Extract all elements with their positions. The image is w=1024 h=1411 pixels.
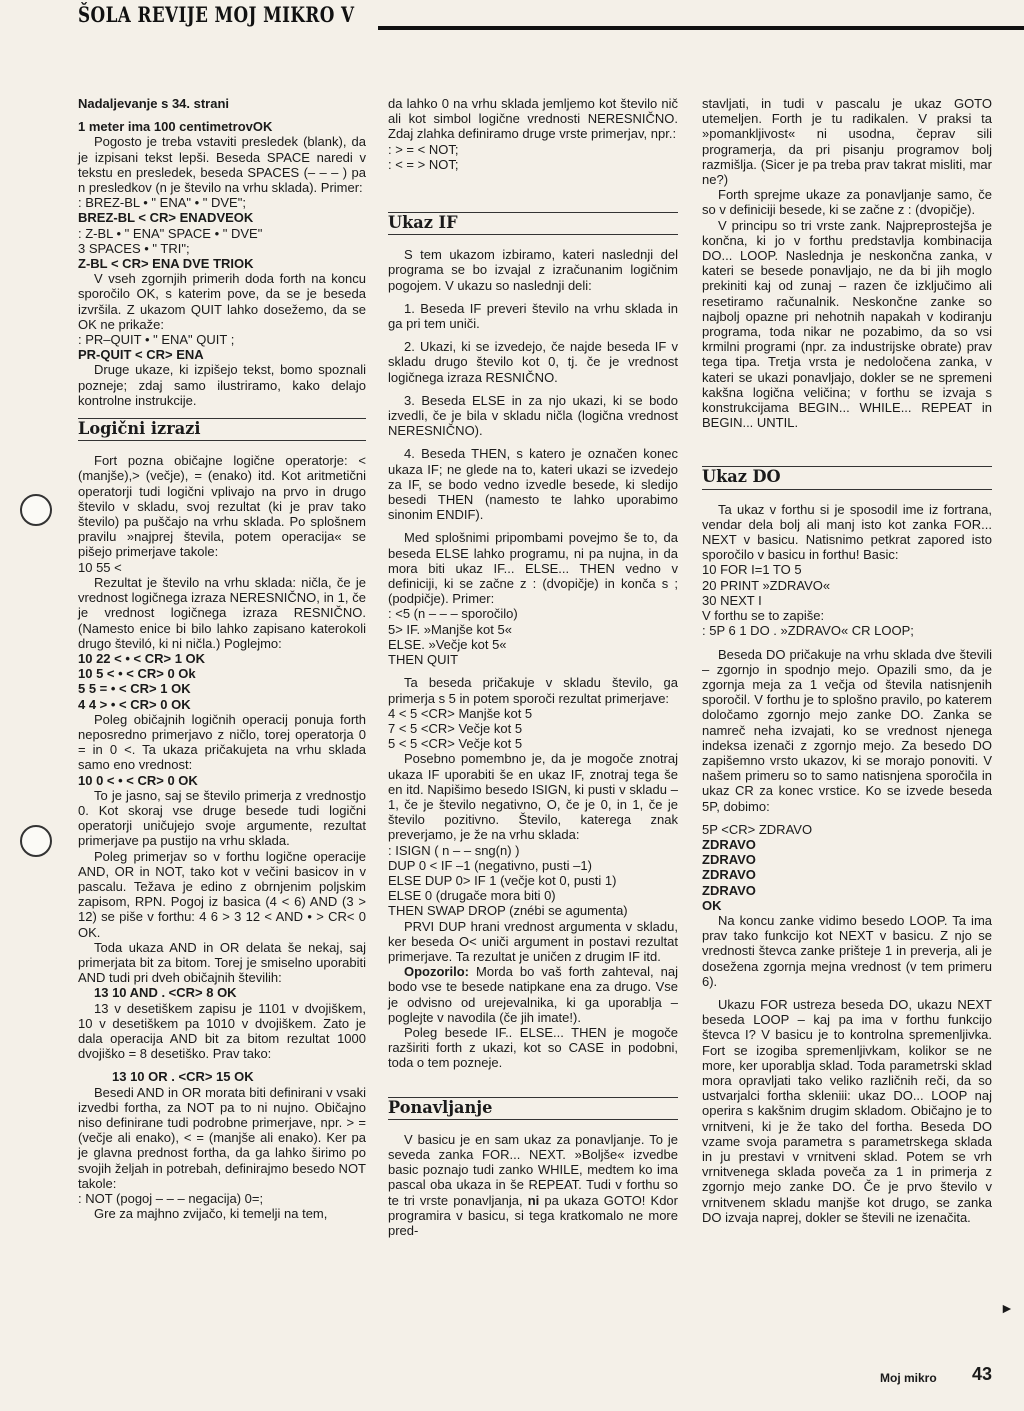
- code-line: 13 10 AND . <CR> 8 OK: [94, 985, 237, 1001]
- paragraph: 4. Beseda THEN, s katero je označen konec ukaza IF; ne glede na to, kateri ukazi se izvedejo za IF, se bodo vedno izvedle besede, ki sledijo besedi THEN (namesto te lahko uporabimo sinonim ENDIF).: [388, 446, 678, 523]
- paragraph: Na koncu zanke vidimo besedo LOOP. Ta ima prav tako funkcijo kot NEXT v basicu. Z njo se vrednosti števca zanke prišteje 1 in preverja, ali je dosežena zgornja mejna vrednost (v tem primeru 6).: [702, 912, 992, 989]
- code-line: 10 55 <: [78, 559, 122, 575]
- code-line: ZDRAVO: [702, 882, 756, 898]
- continuation-note: Nadaljevanje s 34. strani: [78, 96, 230, 111]
- column-3: [702, 96, 992, 1225]
- paragraph: Ta beseda pričakuje v skladu število, ga primerja s 5 in potem sporoči rezultat primerjave:: [388, 675, 678, 706]
- section-heading-text: Ukaz IF: [388, 213, 458, 234]
- code-line: : PR–QUIT • " ENA" QUIT ;: [78, 332, 235, 348]
- paragraph: Pogosto je treba vstaviti presledek (blank), da je izpisani tekst lepši. Beseda SPACE naredi v tekstu en presledek, beseda SPACES (– – – ) pa n presledkov (n je število na vrhu sklada). Primer:: [78, 134, 366, 196]
- paragraph: stavljati, in tudi v pascalu je ukaz GOTO utemeljen. Forth je tu radikalen. V praksi ta »pomankljivost« ni usodna, čeprav sili programerja, da pri pisanju programov bolj razmišlja. (Sicer je pa treba prav takrat misliti, mar ne?): [702, 96, 992, 188]
- binder-hole: [20, 825, 52, 857]
- code-line: ELSE. »Večje kot 5«: [388, 636, 507, 652]
- continue-arrow-icon: ►: [1000, 1300, 1014, 1316]
- paragraph: Forth sprejme ukaze za ponavljanje samo, če so v definiciji besede, ki se začne z : (dvopičje).: [702, 187, 992, 218]
- paragraph: 2. Ukazi, ki se izvedejo, če najde beseda IF v skladu drugo število kot 0, tj. če je vrednost logičnega izraza RESNIČNO.: [388, 339, 678, 385]
- paragraph: Rezultat je število na vrhu sklada: ničla, če je vrednost logičnega izraza NERESNIČNO, in 1, če je vrednost logičnega izraza RESNIČNO. (Namesto enice bi bilo lahko zapisano katerokoli drugo številó, ki ni ničla.) Poglejmo:: [78, 574, 366, 651]
- paragraph: 1. Beseda IF preveri število na vrhu sklada in ga pri tem uniči.: [388, 300, 678, 332]
- code-line: ZDRAVO: [702, 852, 756, 868]
- code-line: 5 < 5 <CR> Večje kot 5: [388, 736, 523, 752]
- page-number: 43: [972, 1364, 993, 1384]
- code-line: : > = < NOT;: [388, 141, 459, 157]
- column-2: [388, 96, 678, 1238]
- section-heading: [388, 212, 678, 235]
- paragraph: V vseh zgornjih primerih doda forth na koncu sporočilo OK, s katerim pove, da se je beseda izvršila. Z ukazom QUIT lahko dosežemo, da se OK ne prikaže:: [78, 271, 366, 332]
- code-line: PR-QUIT < CR> ENA: [78, 347, 204, 363]
- paragraph: Beseda DO pričakuje na vrhu sklada dve števili – zgornjo in spodnjo mejo. Opazili smo, da je zgornja meja za 1 večja od števila natisnjenih sporočil. V forthu je to splošno pravilo, po katerem določamo zgornjo mejo zanke DO. Zanka se namreč neha izvajati, ko se vrednost njenega indeksa izenači z zgornjo mejo. Za besedo DO zapišemno vrsto ukazov, ki se morajo ponoviti. V našem primeru so to samo natisnjena sporočila in ukaz CR za konec vrstice. Ko se izvede beseda 5P, dobimo:: [702, 646, 992, 814]
- page-header: [78, 2, 1018, 30]
- code-line: 10 FOR I=1 TO 5: [702, 562, 802, 578]
- code-line: : NOT (pogoj – – – negacija) 0=;: [78, 1191, 264, 1207]
- code-line: 3 SPACES • " TRI";: [78, 240, 190, 256]
- paragraph: [388, 964, 678, 1025]
- code-line: : BREZ-BL • " ENA" • " DVE";: [78, 195, 246, 211]
- section-heading: [388, 1097, 678, 1120]
- paragraph: 3. Beseda ELSE in za njo ukazi, ki se bodo izvedli, če je bila v skladu ničla (logična vrednost NERESNIČNO).: [388, 392, 678, 439]
- paragraph: V principu so tri vrste zank. Najpreprostejša je končna, ki jo v forthu predstavlja kombinacija DO... LOOP. Naslednja je neskončna zanka, v kateri se besede ponavljajo, ne da bi jih moglo prekiniti kaj od zunaj – razen če izključimo ali resetiramo računalnik. Neskončne zanke so najbolj opazne pri nehotnih napakah v kodiranju programa, toda nikar ne pozabimo, da so vsi krmilni programi (npr. za industrijske obrate) prav tega tipa. Tretja vrsta je nedoločena zanka, v kateri se ukazi ponavljajo, dokler se ne spremeni kakšna logična veličina; v forthu se izvaja s konstrukcijama BEGIN... WHILE... REPEAT in BEGIN... UNTIL.: [702, 217, 992, 431]
- code-line: 5P <CR> ZDRAVO: [702, 821, 813, 837]
- warning-label: Opozorilo:: [404, 964, 469, 980]
- paragraph-text: pa ukaza GOTO! Kdor programira v basicu, si tega kratkomalo ne more pred-: [388, 1192, 678, 1238]
- paragraph: Toda ukaza AND in OR delata še nekaj, saj primerjata bit za bitom. Torej je smiselno uporabiti AND tudi pri dveh običajnih številih:: [78, 939, 366, 986]
- code-line: Z-BL < CR> ENA DVE TRIOK: [78, 256, 254, 272]
- paragraph: Poleg primerjav so v forthu logične operacije AND, OR in NOT, tako kot v večini basicov in v pascalu. Težava je edino z obrnjenim poljskim zapisom, RPN. Pogoj iz basica (4 < 6) AND (3 > 12) se piše v forthu: 4 6 > 3 12 < AND • > CR< 0 OK.: [78, 848, 366, 940]
- section-heading-text: Ukaz DO: [702, 467, 781, 488]
- paragraph-text: V basicu je en sam ukaz za ponavljanje. To je seveda zanka FOR... NEXT. »Boljše« izvedbe basic poznajo tudi zanko WHILE, medtem ko ima pascal oba ukaza in še REPEAT. Tudi v forthu so te tri vrste ponavljanja,: [388, 1131, 678, 1208]
- code-line: 5 5 = • < CR> 1 OK: [78, 681, 191, 697]
- column-1: [78, 96, 366, 1221]
- section-heading-text: Ponavljanje: [388, 1097, 493, 1118]
- code-line: 30 NEXT I: [702, 592, 762, 608]
- paragraph: Fort pozna običajne logične operatorje: < (manjše),> (večje), = (enako) itd. Kot aritmetični operatorji tudi logični vplivajo na prvo in drugo število v skladu, svoj rezultat (ki je prav tako število) pa puščajo na vrhu sklada. Po splošnem pravilu »najprej števila, potem operacija« se pišejo primerjave takole:: [78, 453, 366, 560]
- paragraph: Ukazu FOR ustreza beseda DO, ukazu NEXT beseda LOOP – kaj pa ima v forthu funkcijo števca I? V basicu je to kontrolna spremenljivka. Fort se izogiba spremenljivkam, kolikor se ne more, ker uporablja sklad. Toda parametrski sklad mora opravljati tako veliko različnih reči, da so ustvarjalci fortha skleniii: ukaz DO... LOOP naj operira s kakšnim drugim skladom. Običajno je to vrnitveni, ki je že tako del fortha. Beseda DO vzame svoja parametra s parametrskega sklada in ju prestavi v vrnitveni sklad. Potem se vrh vrnitvenega sklada poveča za 1 in primerja z zgornjo mejo zanke DO. Če je prvo število v vrnitvenem skladu manjše kot drugo, se zanka DO izvaja naprej, dokler se števili ne izenačita.: [702, 996, 992, 1225]
- code-line: DUP 0 < IF –1 (negativno, pusti –1): [388, 857, 592, 873]
- emphasis: ni: [527, 1192, 540, 1208]
- page-footer: [880, 1362, 1000, 1392]
- code-line: : 5P 6 1 DO . »ZDRAVO« CR LOOP;: [702, 623, 914, 639]
- code-line: 5> IF. »Manjše kot 5«: [388, 621, 512, 637]
- paragraph: S tem ukazom izbiramo, kateri naslednji del programa se bo izvajal z izračunanim logičnim pogojem. V ukazu so naslednji deli:: [388, 247, 678, 293]
- footer-magazine: Moj mikro: [880, 1371, 937, 1385]
- code-line: : <5 (n – – – sporočilo): [388, 606, 518, 622]
- code-line: 10 0 < • < CR> 0 OK: [78, 772, 198, 788]
- code-line: 4 4 > • < CR> 0 OK: [78, 696, 191, 712]
- code-line: ELSE 0 (drugače mora biti 0): [388, 888, 556, 904]
- code-line: : < = > NOT;: [388, 156, 459, 172]
- code-line: ELSE DUP 0> IF 1 (večje kot 0, pusti 1): [388, 872, 617, 888]
- section-heading-text: Logični izrazi: [78, 419, 201, 440]
- code-line: 10 22 < • < CR> 1 OK: [78, 650, 206, 666]
- paragraph: Druge ukaze, ki izpišejo tekst, bomo spoznali pozneje; zdaj samo ilustriramo, kako delajo kontrolne instrukcije.: [78, 362, 366, 408]
- code-line: V forthu se to zapiše:: [702, 608, 825, 624]
- code-line: ZDRAVO: [702, 867, 756, 883]
- header-title: ŠOLA REVIJE MOJ MIKRO V: [78, 2, 355, 27]
- paragraph: Gre za majhno zvijačo, ki temelji na tem,: [94, 1206, 328, 1222]
- paragraph: To je jasno, saj se število primerja z vrednostjo 0. Kot skoraj vse druge besede tudi logični operatorji uničujejo svoje argumente, rezultat primerjave pa pustijo na vrhu sklada.: [78, 787, 366, 849]
- code-line: THEN QUIT: [388, 652, 459, 668]
- paragraph: Besedi AND in OR morata biti definirani v vsaki izvedbi fortha, za NOT pa to ni nujno. Običajno niso definirane tudi podrobne primerjave, npr. > = (večje ali enako), < = (manjše ali enako). Ker pa je glavna prednost fortha, da ga lahko širimo po svojih željah in potrebah, definirajmo besedo NOT takole:: [78, 1084, 366, 1191]
- code-line: ZDRAVO: [702, 836, 756, 852]
- warning-text: Morda bo vaš forth zahteval, naj bodo vse te besede natipkane ena za drugo. Vse je odvisno od urejevalnika, ki ga uporablja – poglejte v navodila (če jih imate!).: [388, 964, 678, 1025]
- paragraph: Poleg besede IF.. ELSE... THEN je mogoče razširiti forth z ukazi, kot so CASE in podobni, toda o tem pozneje.: [388, 1024, 678, 1071]
- header-rule: [378, 26, 1024, 30]
- code-line: 7 < 5 <CR> Večje kot 5: [388, 720, 523, 736]
- binder-holes: [0, 0, 60, 1411]
- code-line: : ISIGN ( n – – sng(n) ): [388, 842, 520, 858]
- paragraph: Ta ukaz v forthu si je sposodil ime iz fortrana, vendar dela bolj ali manj isto kot zanka FOR... NEXT v basicu. Natisnimo petkrat zapored isto sporočilo v basicu in forthu! Basic:: [702, 501, 992, 563]
- paragraph: 13 v desetiškem zapisu je 1101 v dvojiškem, 10 v desetiškem pa 1010 v dvojiškem. Zato je dala operacija AND bit za bitom rezultat 1000 dvojiško = 8 desetiško. Prav tako:: [78, 1000, 366, 1062]
- code-line: 4 < 5 <CR> Manjše kot 5: [388, 705, 533, 721]
- code-line: OK: [702, 897, 722, 913]
- subheading: 1 meter ima 100 centimetrovOK: [78, 119, 273, 135]
- paragraph: PRVI DUP hrani vrednost argumenta v skladu, ker beseda O< uniči argument in postavi rezultat primerjave. Ta rezultat je uničen z drugim IF itd.: [388, 918, 678, 964]
- paragraph: Posebno pomembno je, da je mogoče znotraj ukaza IF uporabiti še en ukaz IF, znotraj tega še en itd. Napišimo besedo ISIGN, ki pusti v skladu – 1, če je število negativno, O, če je 0, in 1, če je število pozitivno. Število, katerega znak preverjamo, je že na vrhu sklada:: [388, 751, 678, 843]
- paragraph: Poleg običajnih logičnih operacij ponuja forth neposredno primerjavo z ničlo, torej operatorja 0 = in 0 <. Ta ukaza pričakujeta na vrhu sklada samo eno vrednost:: [78, 711, 366, 773]
- code-line: 20 PRINT »ZDRAVO«: [702, 577, 831, 593]
- paragraph: da lahko 0 na vrhu sklada jemljemo kot število nič ali kot simbol logične vrednosti NERESNIČNO. Zdaj zlahka definiramo druge vrste primerjav, npr.:: [388, 96, 678, 142]
- paragraph: [388, 1132, 678, 1238]
- binder-hole: [20, 494, 52, 526]
- section-heading: [702, 466, 992, 489]
- code-line: THEN SWAP DROP (znébi se agumenta): [388, 903, 628, 919]
- code-line: 13 10 OR . <CR> 15 OK: [112, 1069, 254, 1085]
- code-line: BREZ-BL < CR> ENADVEOK: [78, 210, 254, 226]
- paragraph: Med splošnimi pripombami povejmo še to, da beseda ELSE lahko programu, ni pa nujna, in da mora biti ukaz IF... ELSE... THEN vedno v definiciji, ki se začne z : (dvopičje) in konča s ; (podpičje). Primer:: [388, 530, 678, 607]
- code-line: : Z-BL • " ENA" SPACE • " DVE": [78, 225, 263, 241]
- code-line: 10 5 < • < CR> 0 Ok: [78, 666, 196, 682]
- section-heading: [78, 418, 366, 441]
